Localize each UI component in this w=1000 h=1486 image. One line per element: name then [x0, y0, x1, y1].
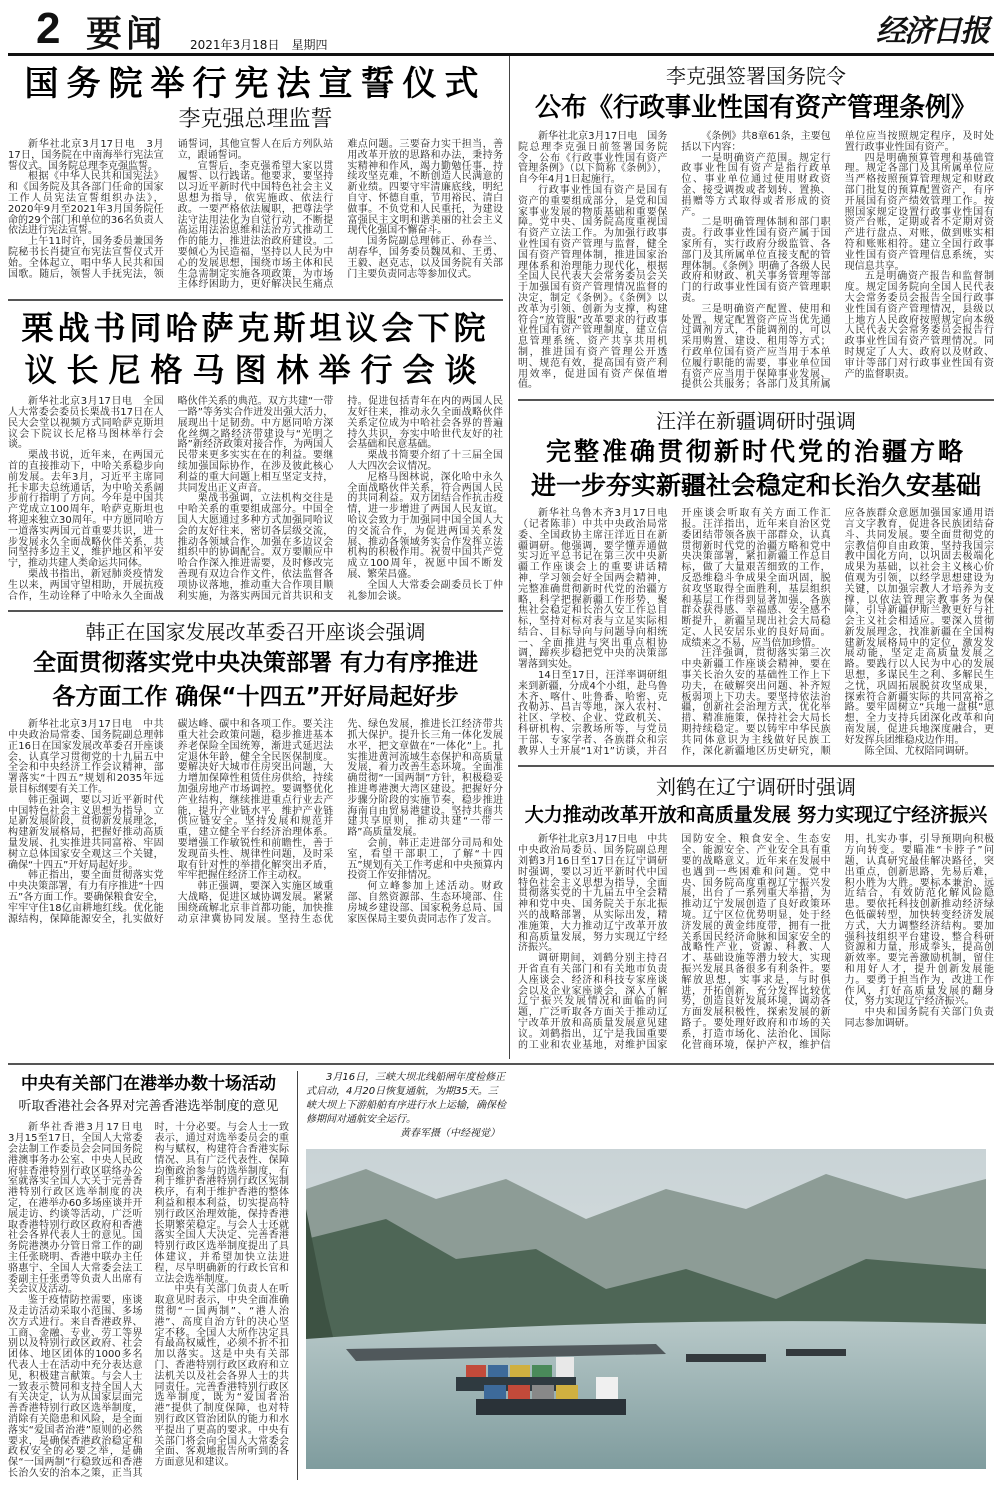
paragraph: 全国人大常委会副委员长丁仲礼参加会谈。 [347, 579, 503, 602]
headline-line: 栗战书同哈萨克斯坦议会下院 [21, 309, 490, 348]
photo-credit: 黄春军摄（中经视觉） [400, 1128, 500, 1140]
paragraph: 新华社北京3月17日电 3月17日，国务院在中南海举行宪法宣誓仪式。国务院总理李克强监誓。 [8, 139, 164, 172]
article-kicker: 李克强签署国务院令 [666, 64, 846, 88]
article [8, 56, 503, 301]
paragraph: 一是明确资产范围。规定行政事业性国有资产是指行政单位、事业单位通过使用财政资金、接受调拨或者划转、置换、捐赠等方式取得或者形成的资产。 [681, 152, 831, 218]
paragraph: 中央和国务院有关部门负责同志参加调研。 [844, 1007, 994, 1029]
paragraph: 新华社香港3月17日电 3月15至17日，全国人大常委会法制工作委员会会同国务院港澳事务办公室、中央人民政府驻香港特别行政区联络办公室就落实全国人大关于完善香港特别行政区选举制度的决定，在港举办60多场座谈并开展走访、约谈等活动，广泛听取香港特别行政区政府和香港社会各界代表人士的意见。国务院港澳办分管日常工作的副主任张晓明、香港中联办主任骆惠宁、全国人大常委会法工委副主任张勇等负责人出席有关会议及活动。 [8, 1122, 153, 1296]
photo-area [298, 1071, 994, 1479]
article-kicker: 汪洋在新疆调研时强调 [656, 409, 856, 434]
right-column [510, 56, 994, 1059]
article-subtitle: 李克强总理监誓 [178, 107, 333, 132]
article-body [518, 835, 994, 1051]
article [518, 401, 994, 767]
issue-date: 2021年3月18日 星期四 [190, 38, 328, 52]
article-headline [8, 307, 503, 391]
river [306, 1322, 986, 1470]
left-column [8, 56, 510, 1059]
paragraph: 中央有关部门负责人在听取意见时表示，中央全面准确贯彻“一国两制”、“港人治港”、高度自治方针的决心坚定不移。全国人大所作决定具有最高权威性，必须不折不扣加以落实。这是中央有关部门、香港特别行政区政府和立法机关以及社会各界人士的共同责任。完善香港特别行政区选举制度，既为“爱国者治港”提供了制度保障，也对特别行政区管治团队的能力和水平提出了更高的要求。中央有关部门将会向全国人大常委会全面、客观地报告所听到的各方面意见和建议。 [154, 1284, 289, 1469]
caption-text: 3月16日，三峡大坝北线船闸年度检修正式启动，4月20日恢复通航，为期35天。三峡大坝上下游船舶有序进行水上运输，确保检修期间对通航安全运行。 [306, 1072, 506, 1126]
article-body [518, 509, 994, 757]
headline-line: 进一步夯实新疆社会稳定和长治久安基础 [530, 471, 981, 501]
paragraph: 行政事业性国有资产是国有资产的重要组成部分，是党和国家事业发展的物质基础和重要保障。党中央、国务院高度重视国有资产立法工作。为加强行政事业性国有资产管理与监督，健全国有资产管理体制，推进国家治理体系和治理能力现代化，根据全国人民代表大会常务委员会关于加强国有资产管理情况监督的决定，制定《条例》。《条例》以改革为引领、创新为支撑，构建符合“放管服”改革要求的行政事业性国有资产管理制度，建立信息管理系统、资产共享共用机制，推进国有资产管理公开透明、规范有效，提高国有资产利用效率，促进国有资产保值增值。 [518, 184, 668, 391]
paragraph: 上午11时许，国务委员兼国务院秘书长肖捷宣布宪法宣誓仪式开始。全体起立，唱中华人民共和国国歌。随后，领誓人手抚宪法，领诵誓词，其他宣誓人在后方列队站立，跟诵誓词。 [8, 139, 334, 280]
headline-line: 全面贯彻落实党中央决策部署 有力有序推进 [32, 650, 478, 677]
paragraph: 新华社北京3月17日电 中共中央政治局委员、国务院副总理刘鹤3月16日至17日在辽宁调研时强调，要以习近平新时代中国特色社会主义思想为指导，全面贯彻落实党的十九届五中全会精神和党中央、国务院关于东北振兴的战略部署，从实际出发，精准施策，大力推动辽宁改革开放和高质量发展，努力实现辽宁经济振兴。 [518, 834, 668, 954]
paragraph: 三是明确资产配置、使用和处置。规定配置资产应当优先通过调剂方式，不能调剂的，可以采用购置、建设、租用等方式；行政单位国有资产应当用于本单位履行职能的需要，事业单位国有资产应当用于保障事业发展、提供公共服务；各部门及其所属单位应当按照规定程序，及时处置行政事业性国有资产。 [681, 131, 994, 391]
article-subtitle: 听取香港社会各界对完善香港选举制度的意见 [18, 1099, 279, 1115]
article [518, 56, 994, 401]
article [518, 767, 994, 1059]
paragraph: 韩正强调，要深入实施区域重大战略，促进区域协调发展。紧紧围绕疏解北京非首都功能，加快推动京津冀协同发展。坚持生态优先、绿色发展，推进长江经济带共抓大保护。提升长三角一体化发展水平，把文章做在“一体化”上。扎实推进黄河流域生态保护和高质量发展，着力改善生态环境。全面准确贯彻“一国两制”方针，积极稳妥推进粤港澳大湾区建设。把握好分步骤分阶段的实施节奏，稳步推进海南自由贸易港建设。坚持共商共建共享原则，推动共建“一带一路”高质量发展。 [177, 719, 503, 925]
paragraph: 二是明确管理体制和部门职责。行政事业性国有资产属于国家所有，实行政府分级监管、各部门及其所属单位直接支配的管理体制。《条例》明确了各级人民政府和财政、机关事务管理等部门的行政事业性国有资产管理职责。 [681, 217, 831, 304]
article-kicker: 韩正在国家发展改革委召开座谈会强调 [85, 620, 426, 645]
article-headline [518, 435, 994, 503]
paragraph: 栗战书说，近年来，在两国元首的直接推动下，中哈关系稳步向前发展。去年3月，习近平主席同托卡耶夫总统通话，为中哈关系阔步前行指明了方向。今年是中国共产党成立100周年，哈萨克斯坦也将迎来独立30周年。中方愿同哈方一道落实两国元首重要共识，进一步发展永久全面战略伙伴关系，共同坚持多边主义，维护地区和平安宁，推动共建人类命运共同体。 [8, 450, 164, 570]
paragraph: 调研期间，刘鹤分别主持召开省直有关部门和有关地市负责人座谈会、经济和科技专家座谈会以及企业家座谈会，深入了解辽宁振兴发展情况和面临的问题，广泛听取各方面关于推动辽宁改革开放和高质量发展意见建议。刘鹤指出，辽宁是我国重要的工业和农业基地，对维护国家国防安全、粮食安全、生态安全、能源安全、产业安全具有重要的战略意义。近年来在发展中也遇到一些困难和问题。党中央、国务院高度重视辽宁振兴发展，出台了一系列重大举措，为推动辽宁发展创造了良好政策环境。辽宁区位优势明显，处于经济发展的黄金纬度带，拥有一批关系国民经济命脉和国家安全的战略性产业，资源、科教、人才、基础设施等潜力较大，实现振兴发展具备很多有利条件。要解放思想，实事求是，与时俱进，开拓创新，充分发挥比较优势，创造良好发展环境，调动各方面发展积极性，探索发展的新路子。要处理好政府和市场的关系，打造市场化、法治化、国际化营商环境，保护产权，维护信用，扎实办事，引导预期向积极方向转变。要瞄准“卡脖子”问题，认真研究最佳解决路径，突出重点，创新思路，先易后难，积小胜为大胜。要标本兼治、远近结合，有效防范化解风险隐患。要依托科技创新推动经济绿色低碳转型，加快转变经济发展方式，大力调整经济结构。要加强科技组织平台建设，整合科研资源和力量，形成拳头，提高创新效率。要完善激励机制，留住和用好人才，提升创新发展能力。要勇于担当作为，改进工作作风，打好高质量发展的翻身仗，努力实现辽宁经济振兴。 [518, 834, 994, 1051]
article-headline: 公布《行政事业性国有资产管理条例》 [534, 93, 977, 123]
paragraph: 新华社北京3月17日电 全国人大常委会委员长栗战书17日在人民大会堂以视频方式同哈萨克斯坦议会下院议长尼格马图林举行会谈。 [8, 396, 164, 451]
paragraph: 陈全国、尤权陪同调研。 [864, 745, 975, 757]
lower-section [8, 1063, 994, 1479]
upper-section [8, 56, 994, 1059]
paragraph: 新华社北京3月17日电 中共中央政治局常委、国务院副总理韩正16日在国家发展改革委召开座谈会，认真学习贯彻党的十九届五中全会和中央经济工作会议精神，部署落实“十四五”规划和2035年远景目标纲要有关工作。 [8, 719, 164, 796]
paragraph: 栗战书强调，立法机构交往是中哈关系的重要组成部分。中国全国人大愿通过多种方式加强同哈议会的友好往来，密切各层级交流，推动各领域合作，加强在多边议会组织中的协调配合。双方要顺应中哈合作深入推进需要，及时修改完善现有双边合作文件，依法监督各项协议落地，推动重大合作项目顺利实施，为落实两国元首共识和支持。促进包括青年在内的两国人民友好往来，推动永久全面战略伙伴关系定位成为中哈社会各界的普遍持久共识，夯实中哈世代友好的社会基础和民意基础。 [177, 396, 503, 602]
paragraph: 汪洋强调，贯彻落实第三次中央新疆工作座谈会精神，要在事关长治久安的基础性工作上下功夫，在破解突出问题、补齐短板弱项上下功夫。要坚持依法治疆，创新社会治理方式，优化举措、精准施策，保持社会大局长期持续稳定。要以铸牢中华民族共同体意识为主线做好民族工作，深化新疆地区历史研究，顺应各族群众意愿加强国家通用语言文字教育，促进各民族团结奋斗、共同发展。要全面贯彻党的宗教信仰自由政策，坚持我国宗教中国化方向，以巩固去极端化成果为基础，以社会主义核心价值观为引领，以经学思想建设为关键，以加强宗教人才培养为支撑，以依法管理宗教事务为保障，引导新疆伊斯兰教更好与社会主义社会相适应。要深入贯彻新发展理念，找准新疆在全国构建新发展格局中的定位，激发发展动能，坚定走高质量发展之路。要践行以人民为中心的发展思想，多谋民生之利、多解民生之忧，巩固拓展脱贫攻坚成果，探索符合新疆实际的共同富裕之路。要牢固树立“兵地一盘棋”思想，全力支持兵团深化改革和向南发展，促进兵地深度融合，更好发挥兵团维稳戍边作用。 [681, 508, 994, 757]
masthead [8, 0, 994, 56]
headline-line: 完整准确贯彻新时代党的治疆方略 [545, 437, 966, 467]
article [8, 1071, 298, 1479]
paragraph: 会前，韩正走进部分司局和处室，看望干部职工，了解“十四五”规划有关工作考虑和中央预算内投资工作安排情况。 [347, 838, 503, 882]
paragraph: 新华社北京3月17日电 国务院总理李克强日前签署国务院令，公布《行政事业性国有资产管理条例》（以下简称《条例》），自今年4月1日起施行。 [518, 131, 668, 186]
paragraph: 鉴于疫情防控需要，座谈及走访活动采取小范围、多场次方式进行。来自香港政界、工商、金融、专业、劳工等界别以及特别行政区政府、社会团体、地区团体的1000多名代表人士在活动中充分表达意见，积极建言献策。与会人士一致表示赞同和支持全国人大有关决定，认为从国家层面完善香港特别行政区选举制度，消除有关隐患和风险，是全面落实“爱国者治港”原则的必然要求，是确保香港政治稳定和政权安全的必要之举，是确保“一国两制”行稳致远和香港长治久安的治本之策，正当其时，十分必要。与会人士一致表示，通过对选举委员会的重构与赋权，构建符合香港实际情况、具有广泛代表性、保障均衡政治参与的选举制度，有利于维护香港特别行政区宪制秩序，有利于维护香港的整体利益和根本利益，切实提高特别行政区治理效能，保持香港长期繁荣稳定。与会人士还就落实全国人大决定、完善香港特别行政区选举制度提出了具体建议，并希望加快立法进程，尽早明确新的行政长官和立法会选举制度。 [8, 1122, 289, 1479]
headline-line: 各方面工作 确保“十四五”开好局起好步 [52, 684, 459, 711]
article-body [8, 397, 503, 602]
article-body [8, 140, 503, 291]
paragraph: 韩正强调，要以习近平新时代中国特色社会主义思想为指导，立足新发展阶段，贯彻新发展理念，构建新发展格局，把握好推动高质量发展、扎实推进共同富裕、牢固树立总体国家安全观这三个关键，确保“十四五”开好局起好步。 [8, 794, 164, 871]
paragraph: 五是明确资产报告和监督制度。规定国务院向全国人民代表大会常务委员会报告全国行政事业性国有资产管理情况，县级以上地方人民政府按照规定向本级人民代表大会常务委员会报告行政事业性国有资产管理情况。同时规定了人大、政府以及财政、审计等部门对行政事业性国有资产的监督职责。 [844, 271, 994, 380]
article-headline: 大力推动改革开放和高质量发展 努力实现辽宁经济振兴 [524, 804, 988, 827]
article [8, 612, 503, 933]
paragraph: 尼格马图林说，深化哈中永久全面战略伙伴关系，符合两国人民的共同利益。双方团结合作抗击疫情，进一步增进了两国人民友谊。哈议会致力于加强同中国全国人大的交流合作，为促进两国关系发展、推动各领域务实合作发挥立法机构的积极作用。祝贺中国共产党成立100周年，祝愿中国不断发展、繁荣昌盛。 [347, 471, 503, 580]
article-headline: 国务院举行宪法宣誓仪式 [24, 64, 487, 104]
paragraph: 栗战书指出，新冠肺炎疫情发生以来，两国守望相助，开展抗疫合作，生动诠释了中哈永久全面战略伙伴关系的典范。双方共建“一带一路”等务实合作迸发出强大活力，展现出十足韧劲。中方愿同哈方深化丝绸之路经济带建设与“光明之路”新经济政策对接合作，为两国人民带来更多实实在在的利益。要继续加强国际协作，在涉及彼此核心利益的重大问题上相互坚定支持，共同发出正义声音。 [8, 396, 334, 602]
article [8, 301, 503, 612]
paragraph: 新华社乌鲁木齐3月17日电（记者陈菲）中共中央政治局常委、全国政协主席汪洋近日在新疆调研。他强调，要学懂弄通做实习近平总书记在第三次中央新疆工作座谈会上的重要讲话精神，学习领会好全国两会精神，完整准确贯彻新时代党的治疆方略，科学把握新疆工作形势，聚焦社会稳定和长治久安工作总目标，坚持对标对表与立足实际相结合、目标导向与问题导向相统一、全面推进与突出重点相协调，蹄疾步稳把党中央的决策部署落到实处。 [518, 508, 668, 671]
article-body [8, 720, 503, 925]
paragraph: 《条例》共8章61条，主要包括以下内容： [681, 131, 831, 153]
newspaper-logo: 经济日报 [876, 14, 988, 49]
section-name: 要闻 [86, 13, 167, 55]
article-body [8, 1123, 289, 1479]
article-kicker: 刘鹤在辽宁调研时强调 [656, 775, 856, 800]
page-number: 2 [36, 4, 61, 53]
headline-line: 议长尼格马图林举行会谈 [24, 351, 487, 390]
paragraph: 宣誓后，李克强希望大家以贯履誓、以行践诺。他要求，要坚持以习近平新时代中国特色社会主义思想为指导，依宪施政、依法行政。一要严格依法履职，把尊法学法守法用法化为自觉行动，不断提高运用法治思维和法治方式推动工作的能力，推进法治政府建设。二要倾心为民造福，坚持以人民为中心的发展思想，围绕市场主体和民生急需制定实施各项政策，为市场主体纾困助力，更好解决民生痛点难点问题。三要奋力实干担当，善用改革开放的思路和办法，秉持务实精神和作风，竭力勤勉任事，持续攻坚克难，不断创造人民满意的新业绩。四要守牢清廉底线，明纪自守、怀德自重，节用裕民、清白做事。不负党和人民重托，为建设富强民主文明和谐美丽的社会主义现代化强国不懈奋斗。 [177, 139, 503, 291]
article-headline [8, 646, 503, 714]
paragraph: 国务院副总理韩正、孙春兰、胡春华，国务委员魏凤和、王勇、王毅、赵克志，以及国务院有关部门主要负责同志等参加仪式。 [347, 236, 503, 280]
paragraph: 四是明确预算管理和基础管理。规定各部门及其所属单位应当严格按照预算管理规定和财政部门批复的预算配置资产，有序开展国有资产绩效管理工作。按照国家规定设置行政事业性国有资产台账，定期或者不定期对资产进行盘点、对账，做到账实相符和账账相符。建立全国行政事业性国有资产管理信息系统，实现信息共享。 [844, 152, 994, 272]
paragraph: 根据《中华人民共和国宪法》和《国务院及其各部门任命的国家工作人员宪法宣誓组织办法》，2020年9月至2021年3月国务院任命的29个部门和单位的36名负责人依法进行宪法宣誓。 [8, 171, 164, 237]
paragraph: 何立峰参加上述活动。财政部、自然资源部、生态环境部、住房城乡建设部、国家税务总局、国家医保局主要负责同志作了发言。 [347, 881, 503, 925]
three-gorges-photo [306, 1149, 986, 1469]
paragraph: 14日至17日，汪洋率调研组来到新疆，分成4个小组，赴乌鲁木齐、喀什、吐鲁番、哈密、克孜勒苏、昌吉等地，深入农村、社区、学校、企业、党政机关、科研机构、宗教场所等，与党员干部、专家学者、各族群众和宗教界人士开展“1对1”访谈，并召开座谈会听取有关方面工作汇报。汪洋指出，近年来自治区党委团结带领各族干部群众，认真贯彻新时代党的治疆方略和党中央决策部署，紧扣新疆工作总目标，做了大量艰苦细致的工作，反恐维稳斗争成果全面巩固，脱贫攻坚取得全面胜利，基层组织和基层工作得到显著加强，各族群众获得感、幸福感、安全感不断提升，新疆呈现出社会大局稳定、人民安居乐业的良好局面。成绩来之不易，应当倍加珍惜。 [518, 508, 831, 757]
paragraph: 栗战书简要介绍了十三届全国人大四次会议情况。 [347, 450, 503, 472]
paragraph: 韩正指出，要全面贯彻落实党中央决策部署，有力有序推进“十四五”各方面工作。要确保粮食安全，牢牢守住18亿亩耕地红线。优化能源结构，保障能源安全，扎实做好碳达峰、碳中和各项工作。要关注重大社会政策问题，稳步推进基本养老保险全国统筹，渐进式延迟法定退休年龄，健全全民医保制度。要解决好大城市住房突出问题，大力增加保障性租赁住房供给，持续加强房地产市场调控。要调整优化产业结构，继续推进重点行业去产能，提升产业链水平，维护产业链供应链安全。坚持发展和规范并重，建立健全平台经济治理体系。要增强工作敏锐性和前瞻性，善于发现苗头性、规律性问题，及时采取有针对性的举措化解突出矛盾，牢牢把握住经济工作主动权。 [8, 719, 334, 925]
article-body [518, 132, 994, 391]
photo-caption [306, 1071, 506, 1141]
article-headline: 中央有关部门在港举办数十场活动 [21, 1074, 276, 1095]
